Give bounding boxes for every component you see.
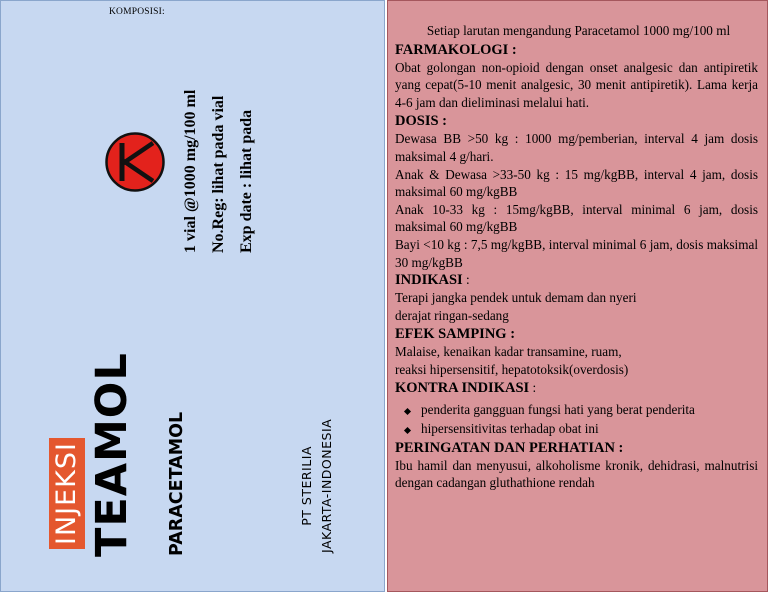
leaflet-content [395, 22, 758, 492]
brand-name: TEAMOL [87, 352, 137, 557]
hard-drug-k-symbol-icon [105, 132, 165, 192]
farmakologi-text: Obat golongan non-opioid dengan onset analgesic dan antipiretik yang cepat(5-10 menit analgesic, 30 menit antipiretik). Lama kerja 4-6 jam dan dieliminasi melalui hati. [395, 59, 758, 110]
efek-samping-line: reaksi hipersensitif, hepatotoksik(overdosis) [395, 361, 629, 377]
bullet-icon [404, 426, 411, 433]
farmakologi-heading: FARMAKOLOGI : [395, 41, 517, 58]
vial-info [177, 90, 261, 253]
composition-intro: Setiap larutan mengandung Paracetamol 1000 mg/100 ml [426, 23, 731, 38]
expiry-date: Exp date : lihat pada [238, 109, 255, 253]
efek-samping-heading: EFEK SAMPING : [395, 326, 516, 343]
indikasi-colon: : [462, 272, 470, 288]
peringatan-text: Ibu hamil dan menyusui, alkoholisme kronik, dehidrasi, malnutrisi dengan cadangan gluthathione rendah [395, 457, 758, 491]
indikasi-heading: INDIKASI [395, 272, 463, 289]
dosis-heading: DOSIS : [395, 113, 447, 130]
kontra-heading-row [395, 379, 758, 397]
generic-name: PARACETAMOL [167, 411, 187, 556]
company-name: PT STERILIA [299, 446, 314, 526]
kontra-item-text: penderita gangguan fungsi hati yang berat penderita [421, 401, 695, 417]
peringatan-heading: PERINGATAN DAN PERHATIAN : [395, 439, 624, 456]
dosis-item: Anak & Dewasa >33-50 kg : 15 mg/kgBB, interval 4 jam, dosis maksimal 60 mg/kgBB [395, 166, 758, 200]
dosis-item: Dewasa BB >50 kg : 1000 mg/pemberian, interval 4 jam dosis maksimal 4 g/hari. [395, 131, 758, 164]
list-item [395, 400, 758, 419]
label-left-panel [0, 0, 385, 592]
efek-samping-line: Malaise, kenaikan kadar transamine, ruam, [395, 344, 622, 360]
indikasi-heading-row [395, 271, 758, 289]
indikasi-line: derajat ringan-sedang [395, 307, 509, 323]
vial-dose: 1 vial @1000 mg/100 ml [182, 89, 199, 253]
dosis-item: Bayi <10 kg : 7,5 mg/kgBB, interval minimal 6 jam, dosis maksimal 30 mg/kgBB [395, 236, 758, 270]
kontra-indikasi-list [395, 400, 758, 438]
kontra-colon: : [529, 379, 537, 395]
manufacturer [297, 419, 337, 553]
company-city: JAKARTA-INDONESIA [319, 418, 334, 553]
indikasi-line: Terapi jangka pendek untuk demam dan nyeri [395, 290, 637, 306]
injeksi-badge: INJEKSI [49, 438, 85, 549]
registration-number: No.Reg: lihat pada vial [210, 95, 227, 253]
komposisi-label: KOMPOSISI: [109, 7, 165, 17]
dosis-item: Anak 10-33 kg : 15mg/kgBB, interval minimal 6 jam, dosis maksimal 60 mg/kgBB [395, 201, 758, 235]
kontra-indikasi-heading: KONTRA INDIKASI [395, 379, 530, 396]
kontra-item-text: hipersensitivitas terhadap obat ini [421, 420, 599, 436]
bullet-icon [404, 407, 411, 414]
list-item [395, 419, 758, 438]
